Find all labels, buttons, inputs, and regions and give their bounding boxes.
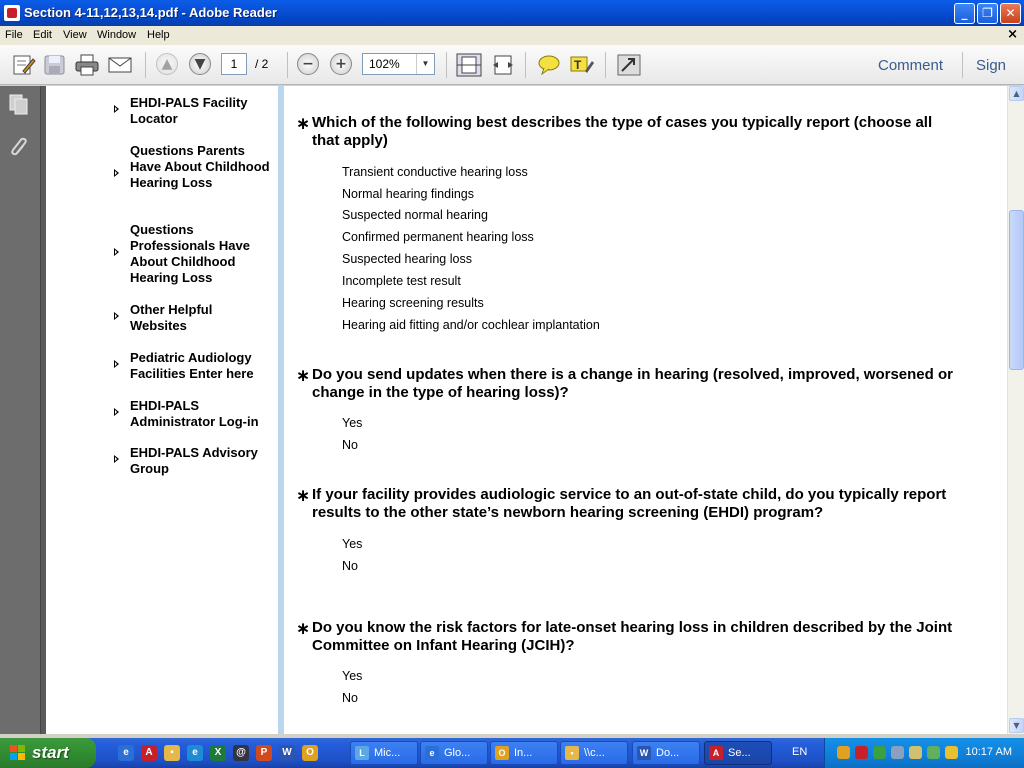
nav-link-advisory-group[interactable]: EHDI-PALS Advisory Group xyxy=(130,445,258,476)
arrow-right-icon xyxy=(114,105,119,113)
option-item[interactable]: Suspected hearing loss xyxy=(342,252,472,266)
menu-help[interactable]: Help xyxy=(147,29,170,41)
zoom-in-button[interactable]: + xyxy=(330,53,352,75)
question-text: Which of the following best describes the type of cases you typically report (choose all that apply) xyxy=(312,114,933,149)
windows-logo-icon xyxy=(10,745,26,761)
svg-text:T: T xyxy=(574,58,582,72)
previous-page-button[interactable]: ▲ xyxy=(156,53,178,75)
taskbar-button-label: Mic... xyxy=(374,747,401,759)
arrow-right-icon xyxy=(114,248,119,256)
required-asterisk-icon: ∗ xyxy=(296,619,311,639)
document-close-button[interactable]: × xyxy=(1007,27,1018,42)
powerpoint-icon[interactable]: P xyxy=(256,745,272,761)
task-app-icon: L xyxy=(355,746,369,760)
comment-button[interactable]: Comment xyxy=(878,57,944,74)
question-case-types xyxy=(296,114,956,150)
taskbar-button[interactable] xyxy=(350,741,418,765)
taskbar-button-label: \\c... xyxy=(584,747,605,759)
question-risk-factors xyxy=(296,619,956,655)
chevron-down-icon[interactable]: ▼ xyxy=(416,54,434,74)
vertical-scrollbar[interactable] xyxy=(1007,86,1024,734)
task-app-icon: W xyxy=(637,746,651,760)
excel-icon[interactable]: X xyxy=(210,745,226,761)
arrow-right-icon xyxy=(114,169,119,177)
toolbar xyxy=(0,45,1024,85)
zoom-select[interactable] xyxy=(362,53,435,75)
zoom-out-button[interactable]: − xyxy=(297,53,319,75)
next-page-button[interactable]: ▼ xyxy=(189,53,211,75)
security-tray-icon[interactable] xyxy=(855,746,868,759)
nav-link-questions-parents[interactable]: Questions Parents Have About Childhood Hearing Loss xyxy=(130,143,270,190)
maximize-button[interactable]: ❐ xyxy=(977,3,998,24)
language-indicator[interactable]: EN xyxy=(792,746,808,758)
question-out-of-state xyxy=(296,486,956,522)
clock[interactable]: 10:17 AM xyxy=(965,746,1012,758)
taskbar-button-label: Glo... xyxy=(444,747,471,759)
required-asterisk-icon: ∗ xyxy=(296,114,311,134)
required-asterisk-icon: ∗ xyxy=(296,366,311,386)
task-app-icon: A xyxy=(709,746,723,760)
network-tray-icon[interactable] xyxy=(873,746,886,759)
window-title: Section 4-11,12,13,14.pdf - Adobe Reader xyxy=(24,5,278,20)
nav-link-facility-locator[interactable]: EHDI-PALS Facility Locator xyxy=(130,95,248,126)
word-icon[interactable]: W xyxy=(279,745,295,761)
taskbar-button-label: Se... xyxy=(728,747,751,759)
sign-button[interactable]: Sign xyxy=(976,57,1007,74)
option-item[interactable]: Normal hearing findings xyxy=(342,187,475,201)
highlight-text-icon[interactable] xyxy=(569,53,595,77)
sidebar-divider xyxy=(278,86,284,734)
page-number-input[interactable]: 1 xyxy=(221,53,247,75)
zoom-value: 102% xyxy=(369,57,400,71)
arrow-right-icon xyxy=(114,312,119,320)
option-item[interactable]: Incomplete test result xyxy=(342,274,461,288)
sticky-note-icon[interactable] xyxy=(536,53,562,77)
question-text: Do you send updates when there is a change in hearing (resolved, improved, worsened or change in the type of hearing loss)? xyxy=(312,366,953,401)
option-yes[interactable]: Yes xyxy=(342,669,363,683)
option-no[interactable]: No xyxy=(342,438,358,452)
acrobat-icon[interactable]: A xyxy=(141,745,157,761)
scroll-thumb[interactable] xyxy=(1009,210,1024,370)
start-label: start xyxy=(32,743,69,762)
taskbar xyxy=(0,738,1024,768)
device-tray-icon[interactable] xyxy=(891,746,904,759)
expand-icon[interactable] xyxy=(616,53,642,77)
ie-alt-icon[interactable]: e xyxy=(187,745,203,761)
option-item[interactable]: Hearing screening results xyxy=(342,296,484,310)
scroll-up-button[interactable]: ▲ xyxy=(1009,86,1024,101)
menu-edit[interactable]: Edit xyxy=(33,29,52,41)
page-total: / 2 xyxy=(255,57,269,71)
folder-icon[interactable]: ▪ xyxy=(164,745,180,761)
app-icon[interactable]: @ xyxy=(233,745,249,761)
nav-link-questions-professionals[interactable]: Questions Professionals Have About Childhood Hearing Loss xyxy=(130,222,250,285)
menu-bar xyxy=(0,26,1024,45)
taskbar-button[interactable] xyxy=(560,741,628,765)
option-yes[interactable]: Yes xyxy=(342,416,363,430)
attachments-panel-icon[interactable] xyxy=(10,136,30,158)
outlook-tray-icon[interactable] xyxy=(837,746,850,759)
navigation-pane xyxy=(0,86,41,738)
minimize-button[interactable]: _ xyxy=(954,3,975,24)
arrow-right-icon xyxy=(114,360,119,368)
task-app-icon: ▪ xyxy=(565,746,579,760)
menu-window[interactable]: Window xyxy=(97,29,137,41)
taskbar-button-label: In... xyxy=(514,747,533,759)
outlook-icon[interactable]: O xyxy=(302,745,318,761)
menu-view[interactable]: View xyxy=(63,29,87,41)
required-asterisk-icon: ∗ xyxy=(296,486,311,506)
nav-link-helpful-websites[interactable]: Other Helpful Websites xyxy=(130,302,213,333)
nav-link-pediatric-audiology[interactable]: Pediatric Audiology Facilities Enter here xyxy=(130,350,254,381)
question-text: Do you know the risk factors for late-onset hearing loss in children described by the Joint Committee on Infant Hearing (JCIH)? xyxy=(312,619,953,654)
option-item[interactable]: Suspected normal hearing xyxy=(342,208,488,222)
update-tray-icon[interactable] xyxy=(927,746,940,759)
taskbar-button[interactable] xyxy=(632,741,700,765)
taskbar-button[interactable] xyxy=(420,741,488,765)
edit-pdf-icon[interactable] xyxy=(11,53,37,77)
fit-page-icon[interactable] xyxy=(456,53,482,77)
taskbar-button-label: Do... xyxy=(656,747,680,759)
question-send-updates xyxy=(296,366,956,402)
task-app-icon: e xyxy=(425,746,439,760)
close-button[interactable]: ✕ xyxy=(1000,3,1021,24)
fit-width-icon[interactable] xyxy=(490,53,516,77)
option-no[interactable]: No xyxy=(342,559,358,573)
print-icon[interactable] xyxy=(74,53,100,77)
adobe-reader-icon xyxy=(4,5,20,21)
volume-tray-icon[interactable] xyxy=(909,746,922,759)
ie-icon[interactable]: e xyxy=(118,745,134,761)
pages-panel-icon[interactable] xyxy=(9,94,29,116)
scroll-down-button[interactable]: ▼ xyxy=(1009,718,1024,733)
taskbar-button[interactable] xyxy=(490,741,558,765)
arrow-right-icon xyxy=(114,455,119,463)
nav-link-administrator-login[interactable]: EHDI-PALS Administrator Log-in xyxy=(130,398,259,429)
start-button[interactable] xyxy=(0,738,96,768)
option-item[interactable]: Transient conductive hearing loss xyxy=(342,165,528,179)
taskbar-button[interactable] xyxy=(704,741,772,765)
alert-tray-icon[interactable] xyxy=(945,746,958,759)
option-item[interactable]: Confirmed permanent hearing loss xyxy=(342,230,534,244)
system-tray xyxy=(824,738,1024,768)
email-icon[interactable] xyxy=(107,53,133,77)
option-no[interactable]: No xyxy=(342,691,358,705)
menu-file[interactable]: File xyxy=(5,29,23,41)
arrow-right-icon xyxy=(114,408,119,416)
task-app-icon: O xyxy=(495,746,509,760)
option-yes[interactable]: Yes xyxy=(342,537,363,551)
title-bar xyxy=(0,0,1024,26)
question-text: If your facility provides audiologic service to an out-of-state child, do you typically report results to the other state’s newborn hearing screening (EHDI) program? xyxy=(312,486,947,521)
pdf-page xyxy=(46,86,1007,734)
save-icon[interactable] xyxy=(42,53,68,77)
option-item[interactable]: Hearing aid fitting and/or cochlear implantation xyxy=(342,318,600,332)
